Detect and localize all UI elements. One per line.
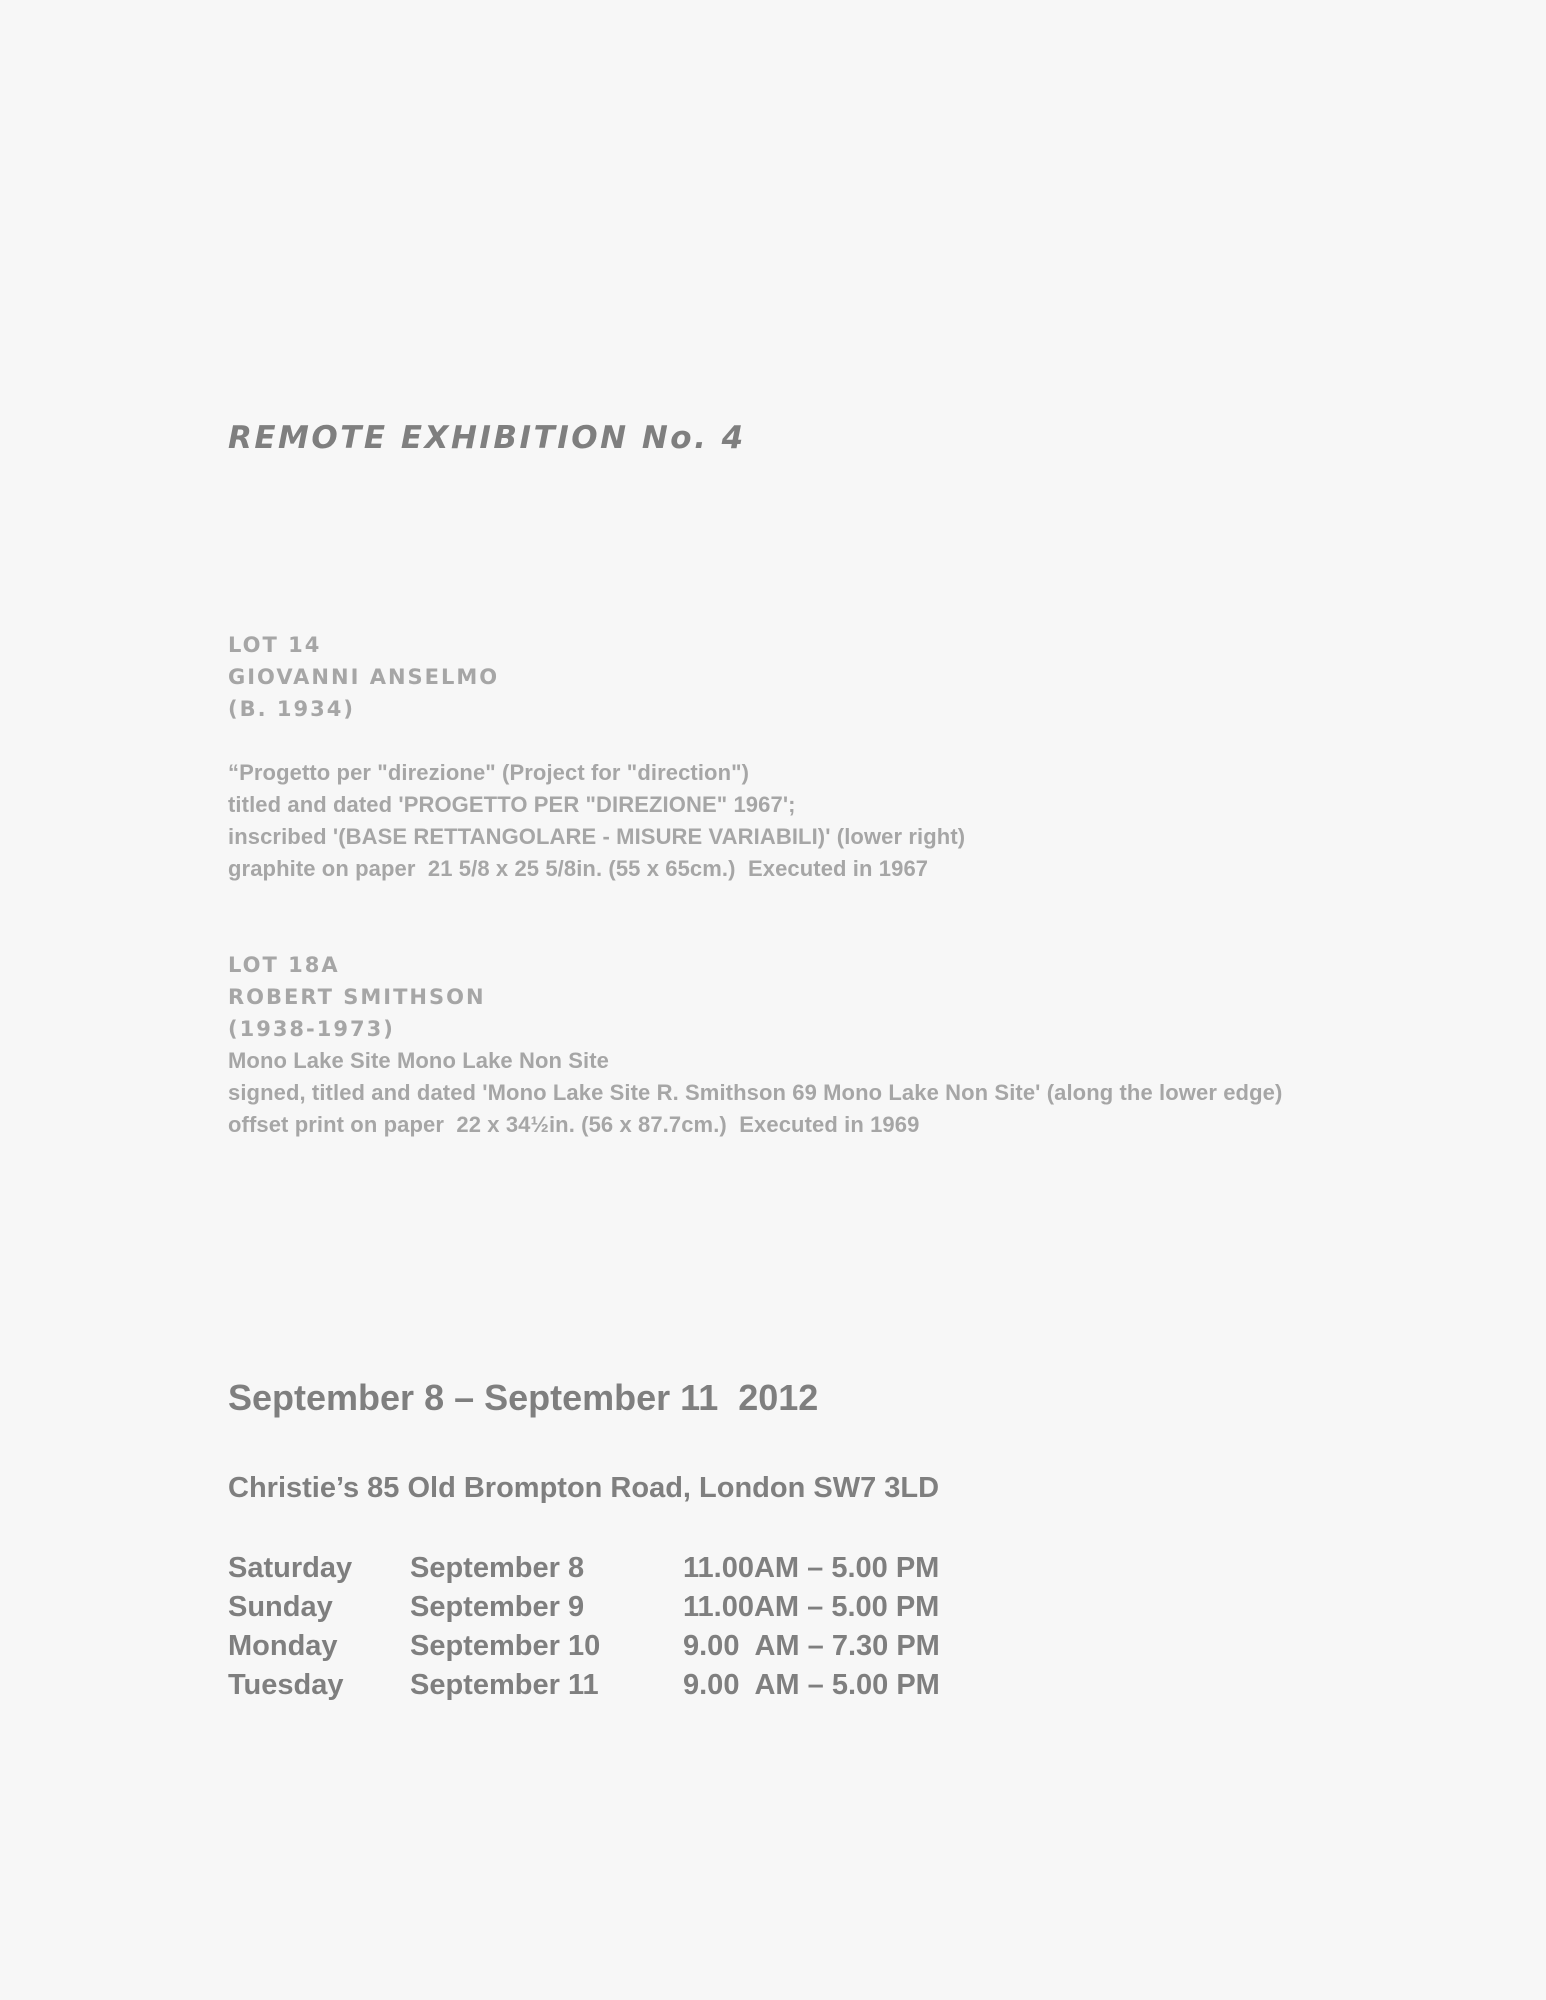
exhibition-dates: September 8 – September 11 2012 (228, 1377, 819, 1418)
artwork-title: Mono Lake Site Mono Lake Non Site (228, 1048, 610, 1073)
lot-entry (228, 629, 965, 885)
artist-name: ROBERT SMITHSON (228, 985, 486, 1009)
artwork-inscription: titled and dated 'PROGETTO PER "DIREZIONE" 1967'; (228, 792, 796, 817)
schedule-date: September 9 (410, 1591, 585, 1623)
lot-number: LOT 14 (228, 633, 322, 657)
lot-number: LOT 18A (228, 953, 340, 977)
venue-address: Christie’s 85 Old Brompton Road, London SW7 3LD (228, 1472, 940, 1504)
artwork-medium: graphite on paper 21 5/8 x 25 5/8in. (55 x 65cm.) Executed in 1967 (228, 856, 929, 881)
artist-name: GIOVANNI ANSELMO (228, 665, 500, 689)
artwork-inscription: signed, titled and dated 'Mono Lake Site R. Smithson 69 Mono Lake Non Site' (along the lower edge) (228, 1080, 1283, 1105)
schedule-day: Saturday (228, 1552, 353, 1584)
page-title: REMOTE EXHIBITION No. 4 (228, 420, 746, 456)
schedule-time: 11.00AM – 5.00 PM (683, 1552, 940, 1584)
schedule-date: September 8 (410, 1552, 585, 1584)
artist-dates: (B. 1934) (228, 697, 355, 721)
schedule-date: September 11 (410, 1669, 599, 1701)
artist-dates: (1938-1973) (228, 1017, 395, 1041)
schedule-time: 9.00 AM – 7.30 PM (683, 1630, 940, 1662)
lot-entry (228, 949, 1338, 1141)
schedule-day: Sunday (228, 1591, 333, 1623)
artwork-medium: offset print on paper 22 x 34½in. (56 x 87.7cm.) Executed in 1969 (228, 1112, 920, 1137)
schedule-time: 11.00AM – 5.00 PM (683, 1591, 940, 1623)
schedule-date: September 10 (410, 1630, 601, 1662)
artwork-title: “Progetto per "direzione" (Project for "direction") (228, 760, 750, 785)
schedule-time: 9.00 AM – 5.00 PM (683, 1669, 940, 1701)
schedule-day: Tuesday (228, 1669, 344, 1701)
schedule-day: Monday (228, 1630, 338, 1662)
artwork-inscription: inscribed '(BASE RETTANGOLARE - MISURE VARIABILI)' (lower right) (228, 824, 966, 849)
